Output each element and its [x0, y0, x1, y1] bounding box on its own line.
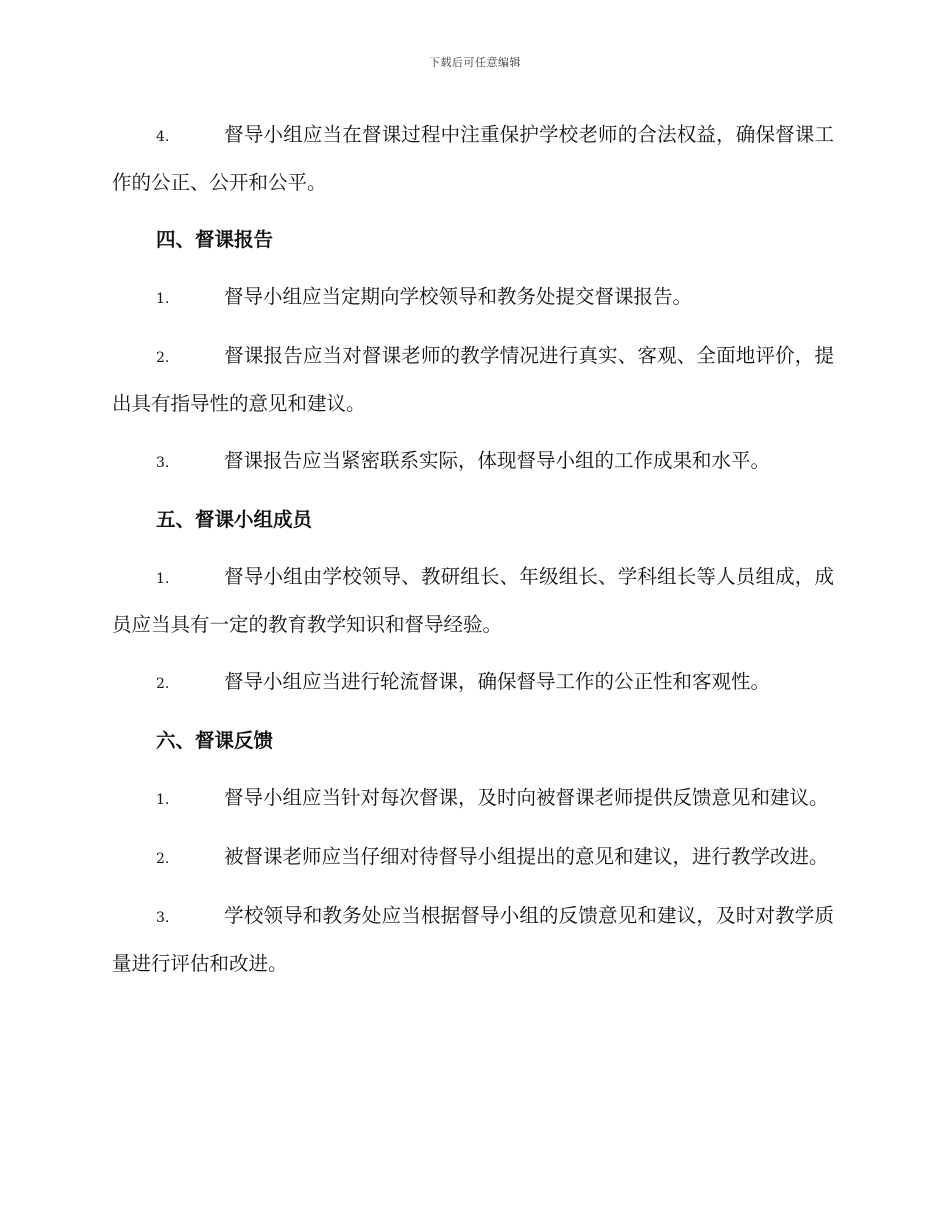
list-item	[112, 274, 834, 322]
list-item	[112, 775, 834, 823]
list-item	[112, 893, 834, 987]
list-item	[112, 659, 834, 707]
item-number: 3.	[156, 910, 170, 926]
item-number: 1.	[156, 571, 170, 587]
item-number: 2.	[156, 350, 170, 366]
item-number: 3.	[156, 455, 170, 471]
item-text: 督导小组应当针对每次督课，及时向被督课老师提供反馈意见和建议。	[224, 786, 829, 809]
section-heading: 六、督课反馈	[156, 729, 274, 752]
item-text: 督导小组应当定期向学校领导和教务处提交督课报告。	[224, 285, 693, 308]
item-text: 督课报告应当紧密联系实际，体现督导小组的工作成果和水平。	[224, 449, 771, 472]
list-item	[112, 834, 834, 882]
item-text: 督导小组应当在督课过程中注重保护学校老师的合法权益，确保督课工作的公正、公开和公平。	[112, 123, 834, 194]
section-heading: 五、督课小组成员	[156, 508, 313, 531]
item-number: 2.	[156, 851, 170, 867]
item-text: 学校领导和教务处应当根据督导小组的反馈意见和建议，及时对教学质量进行评估和改进。	[112, 904, 834, 975]
item-number: 1.	[156, 291, 170, 307]
section-heading: 四、督课报告	[156, 228, 274, 251]
list-item	[112, 112, 834, 206]
list-item	[112, 554, 834, 648]
item-number: 2.	[156, 676, 170, 692]
item-text: 督导小组由学校领导、教研组长、年级组长、学科组长等人员组成，成员应当具有一定的教育教学知识和督导经验。	[112, 565, 834, 636]
item-number: 1.	[156, 792, 170, 808]
list-item	[112, 438, 834, 486]
item-number: 4.	[156, 129, 170, 145]
item-text: 被督课老师应当仔细对待督导小组提出的意见和建议，进行教学改进。	[224, 845, 829, 868]
item-text: 督导小组应当进行轮流督课，确保督导工作的公正性和客观性。	[224, 670, 771, 693]
list-item	[112, 333, 834, 427]
document-body	[112, 112, 834, 998]
page-header: 下载后可任意编辑	[429, 56, 521, 69]
item-text: 督课报告应当对督课老师的教学情况进行真实、客观、全面地评价，提出具有指导性的意见和建议。	[112, 344, 834, 415]
